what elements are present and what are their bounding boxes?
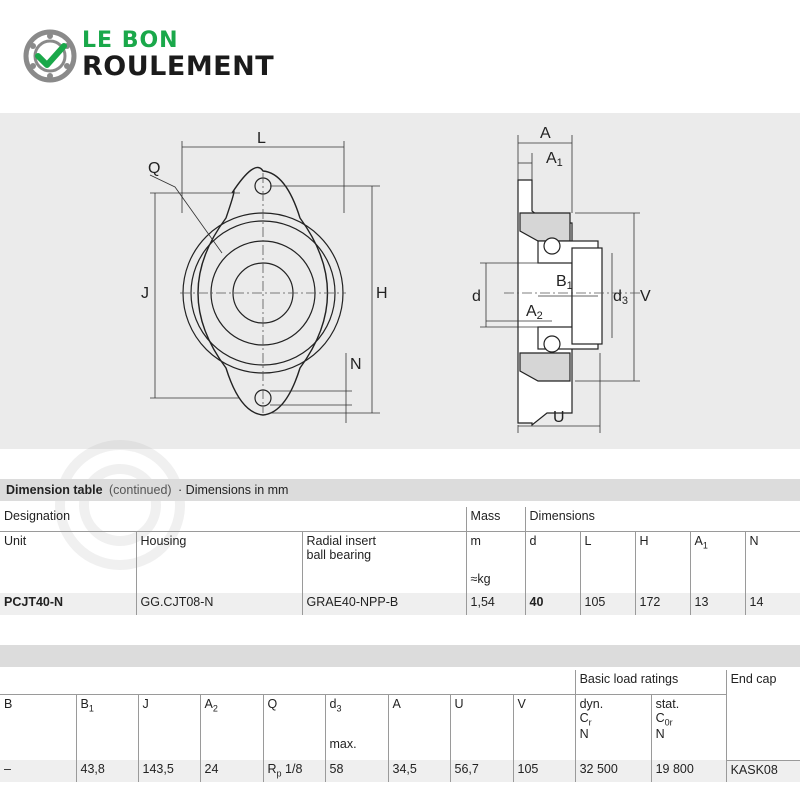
header-B1: $B_1$: [76, 694, 138, 760]
cell-B: –: [0, 760, 76, 782]
dim-label-L: L: [257, 130, 266, 147]
cell-C0r: 19 800: [651, 760, 726, 782]
header-designation: Designation: [0, 507, 466, 531]
cell-endcap: KASK08: [726, 760, 800, 782]
dim-label-V: V: [640, 288, 651, 305]
cell-A: 34,5: [388, 760, 450, 782]
table-title-main: Dimension table: [6, 483, 103, 497]
table-title: [0, 479, 800, 501]
header-B: B: [4, 696, 13, 711]
header-dimensions: Dimensions: [525, 507, 800, 531]
header-L: L: [580, 531, 635, 593]
cell-Cr: 32 500: [575, 760, 651, 782]
cell-H: 172: [635, 593, 690, 615]
brand-line2: ROULEMENT: [82, 51, 275, 82]
header-U: U: [450, 694, 513, 760]
table-row: [0, 760, 800, 782]
header-stat: stat. $C_{0r}$ N: [651, 694, 726, 760]
header-insert: Radial insert ball bearing: [302, 531, 466, 593]
header-dyn: dyn. $C_r$ N: [575, 694, 651, 760]
header-mass: Mass: [466, 507, 525, 531]
header-A2: $A_2$: [200, 694, 263, 760]
dim-label-A2: A2: [526, 303, 543, 322]
cell-Q: $R_p$ 1/8: [263, 760, 325, 782]
cell-A1: 13: [690, 593, 745, 615]
header-mass-unit: m ≈kg: [466, 531, 525, 593]
cell-B1: 43,8: [76, 760, 138, 782]
dimension-table-1: [0, 507, 800, 615]
cell-housing: GG.CJT08-N: [136, 593, 302, 615]
header-A: A: [388, 694, 450, 760]
cell-J: 143,5: [138, 760, 200, 782]
table-row: [0, 593, 800, 615]
cell-L: 105: [580, 593, 635, 615]
cell-insert: GRAE40-NPP-B: [302, 593, 466, 615]
header-A1: $A_1$: [690, 531, 745, 593]
dim-label-Q: Q: [148, 160, 161, 177]
cell-mass: 1,54: [466, 593, 525, 615]
dim-label-d3: d3: [613, 288, 629, 307]
dim-label-A: A: [540, 125, 551, 142]
section-divider: [0, 645, 800, 667]
header-N: N: [745, 531, 800, 593]
header-V: V: [513, 694, 575, 760]
cell-d3: 58: [325, 760, 388, 782]
header-housing: Housing: [136, 531, 302, 593]
dim-label-A1: A1: [546, 150, 563, 169]
dim-label-H: H: [376, 285, 388, 302]
header-H: H: [635, 531, 690, 593]
header-d3: $d_3$ max.: [325, 694, 388, 760]
dim-label-J: J: [141, 285, 149, 302]
cell-A2: 24: [200, 760, 263, 782]
header-end-cap: End cap: [726, 670, 800, 760]
table-title-continued: (continued): [105, 483, 172, 497]
header-Q: Q: [263, 694, 325, 760]
cell-N: 14: [745, 593, 800, 615]
dim-label-B1: B1: [556, 273, 573, 292]
cell-unit: PCJT40-N: [0, 593, 136, 615]
cell-V: 105: [513, 760, 575, 782]
cell-U: 56,7: [450, 760, 513, 782]
dim-label-d: d: [472, 288, 481, 305]
table-title-units: · Dimensions in mm: [174, 483, 289, 497]
dim-label-N: N: [350, 356, 362, 373]
header-J: J: [138, 694, 200, 760]
brand-wordmark: [82, 30, 274, 80]
logo-bearing-icon: [22, 26, 78, 86]
header-unit: Unit: [4, 533, 27, 548]
dimension-table-2: [0, 670, 800, 782]
header-d: d: [525, 531, 580, 593]
brand-line1: LE BON: [82, 28, 179, 53]
dim-label-U: U: [553, 409, 565, 426]
header-basic-load: Basic load ratings: [575, 670, 726, 694]
cell-d: 40: [525, 593, 580, 615]
technical-drawing: [0, 113, 800, 449]
